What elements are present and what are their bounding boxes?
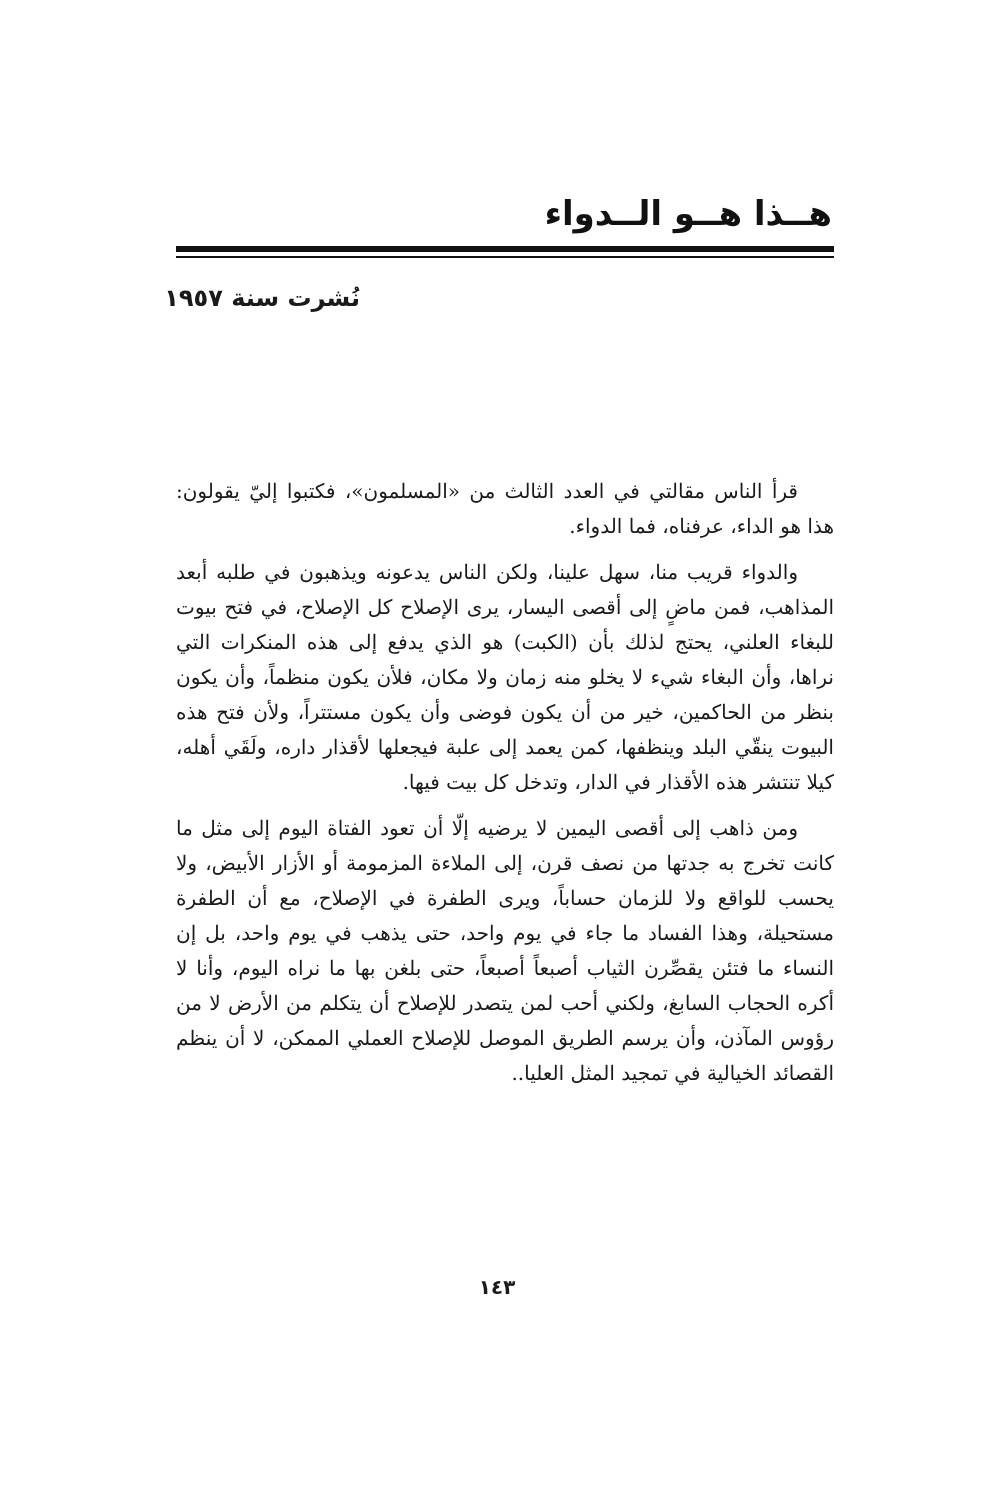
paragraph: قرأ الناس مقالتي في العدد الثالث من «المسلمون»، فكتبوا إليّ يقولون: هذا هو الداء، عرفناه، فما الدواء. [176,479,834,538]
publication-note: نُشرت سنة ١٩٥٧ [164,284,360,312]
title-rule-thin [176,256,834,258]
page-number: ١٤٣ [478,1275,516,1299]
chapter-title: هــذا هــو الــدواء [544,194,832,234]
paragraph: والدواء قريب منا، سهل علينا، ولكن الناس يدعونه ويذهبون في طلبه أبعد المذاهب، فمن ماضٍ إلى أقصى اليسار، يرى الإصلاح كل الإصلاح، في فتح بيوت للبغاء العلني، يحتج لذلك بأن (الكبت) هو الذي يدفع إلى هذه المنكرات التي نراها، وأن البغاء شيء لا يخلو منه زمان ولا مكان، فلأن يكون منظماً، وأن يكون بنظر من الحاكمين، خير من أن يكون فوضى وأن يكون مستتراً، ولأن فتح هذه البيوت ينقّي البلد وينظفها، كمن يعمد إلى علبة فيجعلها لأقذار داره، ولَقَي أهله، كيلا تنتشر هذه الأقذار في الدار، وتدخل كل بيت فيها. [176,560,834,794]
title-rule-thick [176,246,834,252]
paragraph: ومن ذاهب إلى أقصى اليمين لا يرضيه إلّا أن تعود الفتاة اليوم إلى مثل ما كانت تخرج به جدتها من نصف قرن، إلى الملاءة المزمومة أو الأزار الأبيض، ولا يحسب للواقع ولا للزمان حساباً، ويرى الطفرة في الإصلاح، مع أن الطفرة مستحيلة، وهذا الفساد ما جاء في يوم واحد، حتى يذهب في يوم واحد، بل إن النساء ما فتئن يقصِّرن الثياب أصبعاً أصبعاً، حتى بلغن بها ما نراه اليوم، وأنا لا أكره الحجاب السابغ، ولكني أحب لمن يتصدر للإصلاح أن يتكلم من الأرض لا من رؤوس المآذن، وأن يرسم الطريق الموصل للإصلاح العملي الممكن، لا أن ينظم القصائد الخيالية في تمجيد المثل العليا.. [176,816,834,1085]
article-body [176,474,834,1102]
